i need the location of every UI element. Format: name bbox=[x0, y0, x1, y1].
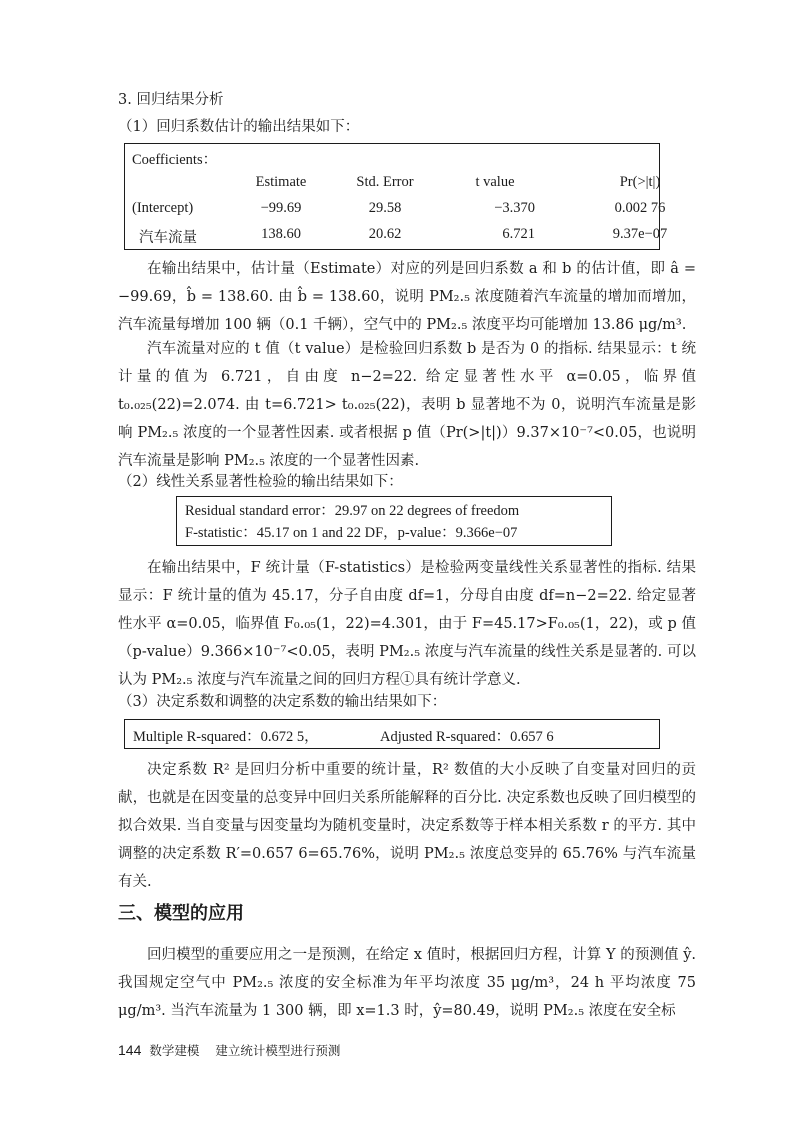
t-value: 6.721 bbox=[502, 226, 535, 242]
item-2-heading: （2）线性关系显著性检验的输出结果如下： bbox=[118, 474, 403, 490]
t-value: −3.370 bbox=[494, 200, 535, 216]
header-std-error: Std. Error bbox=[356, 174, 414, 190]
section-title: 三、模型的应用 bbox=[118, 903, 244, 924]
estimate-value: −99.69 bbox=[260, 200, 302, 216]
p-value: 9.37e−07 bbox=[612, 226, 668, 242]
paragraph-estimate: 在输出结果中，估计量（Estimate）对应的列是回归系数 a 和 b 的估计值，即 â = −99.69，b̂ = 138.60. 由 b̂ = 138.60，说明 PM₂.₅ 浓度随着汽车流量的增加而增加，汽车流量每增加 100 辆（0.1 千辆），空气中的 PM₂.₅ 浓度平均可能增加 13.86 μg/m³. bbox=[118, 261, 696, 333]
header-estimate: Estimate bbox=[255, 174, 307, 190]
adjusted-r-squared: Adjusted R-squared：0.657 6 bbox=[380, 729, 554, 745]
std-error-value: 20.62 bbox=[368, 226, 402, 242]
subsection-heading: 3. 回归结果分析 bbox=[118, 92, 224, 108]
estimate-value: 138.60 bbox=[261, 226, 301, 242]
f-statistic-box bbox=[176, 496, 612, 546]
chapter-title: 建立统计模型进行预测 bbox=[215, 1043, 341, 1058]
paragraph-f-test: 在输出结果中，F 统计量（F-statistics）是检验两变量线性关系显著性的指标. 结果显示：F 统计量的值为 45.17，分子自由度 df=1，分母自由度 df=n−2=22. 给定显著性水平 α=0.05，临界值 F₀.₀₅(1，22)=4.301，由于 F=45.17>F₀.₀₅(1，22)，或 p 值（p-value）9.366×10⁻⁷<0.05，表明 PM₂.₅ 浓度与汽车流量的线性关系是显著的. 可以认为 PM₂.₅ 浓度与汽车流量之间的回归方程①具有统计学意义. bbox=[118, 560, 696, 688]
std-error-value: 29.58 bbox=[368, 200, 402, 216]
coefficients-title: Coefficients： bbox=[132, 152, 218, 168]
paragraph-r-squared: 决定系数 R² 是回归分析中重要的统计量，R² 数值的大小反映了自变量对回归的贡献，也就是在因变量的总变异中回归关系所能解释的百分比. 决定系数也反映了回归模型的拟合效果. 当自变量与因变量均为随机变量时，决定系数等于样本相关系数 r 的平方. 其中调整的决定系数 R′=0.657 6=65.76%，说明 PM₂.₅ 浓度总变异的 65.76% 与汽车流量有关. bbox=[118, 762, 696, 890]
paragraph-t-test: 汽车流量对应的 t 值（t value）是检验回归系数 b 是否为 0 的指标. 结果显示：t 统计量的值为 6.721，自由度 n−2=22. 给定显著性水平 α=0.05，临界值 t₀.₀₂₅(22)=2.074. 由 t=6.721> t₀.₀₂₅(22)，表明 b 显著地不为 0，说明汽车流量是影响 PM₂.₅ 浓度的一个显著性因素. 或者根据 p 值（Pr(>|t|)）9.37×10⁻⁷<0.05，也说明汽车流量是影响 PM₂.₅ 浓度的一个显著性因素. bbox=[118, 341, 696, 469]
residual-error-line: Residual standard error：29.97 on 22 degrees of freedom bbox=[185, 503, 520, 519]
row-label: (Intercept) bbox=[132, 200, 194, 216]
p-value: 0.002 76 bbox=[614, 200, 666, 216]
r-squared-box bbox=[124, 719, 660, 749]
item-3-heading: （3）决定系数和调整的决定系数的输出结果如下： bbox=[118, 694, 447, 710]
paragraph-prediction: 回归模型的重要应用之一是预测，在给定 x 值时，根据回归方程，计算 Y 的预测值 ŷ. 我国规定空气中 PM₂.₅ 浓度的安全标准为年平均浓度 35 μg/m³，24 h 平均浓度 75 μg/m³. 当汽车流量为 1 300 辆，即 x=1.3 时，ŷ=80.49，说明 PM₂.₅ 浓度在安全标 bbox=[118, 947, 696, 1019]
row-label: 汽车流量 bbox=[139, 230, 197, 246]
header-p-value: Pr(>|t|) bbox=[619, 174, 661, 190]
page-number: 144 bbox=[118, 1042, 142, 1058]
page-footer bbox=[118, 1041, 340, 1060]
multiple-r-squared: Multiple R-squared：0.672 5， bbox=[133, 729, 319, 745]
book-title: 数学建模 bbox=[149, 1043, 200, 1058]
item-1-heading: （1）回归系数估计的输出结果如下： bbox=[118, 119, 360, 135]
header-t-value: t value bbox=[475, 174, 515, 190]
f-statistic-line: F-statistic：45.17 on 1 and 22 DF，p-value：9.366e−07 bbox=[185, 525, 518, 541]
coefficients-table bbox=[124, 143, 668, 250]
